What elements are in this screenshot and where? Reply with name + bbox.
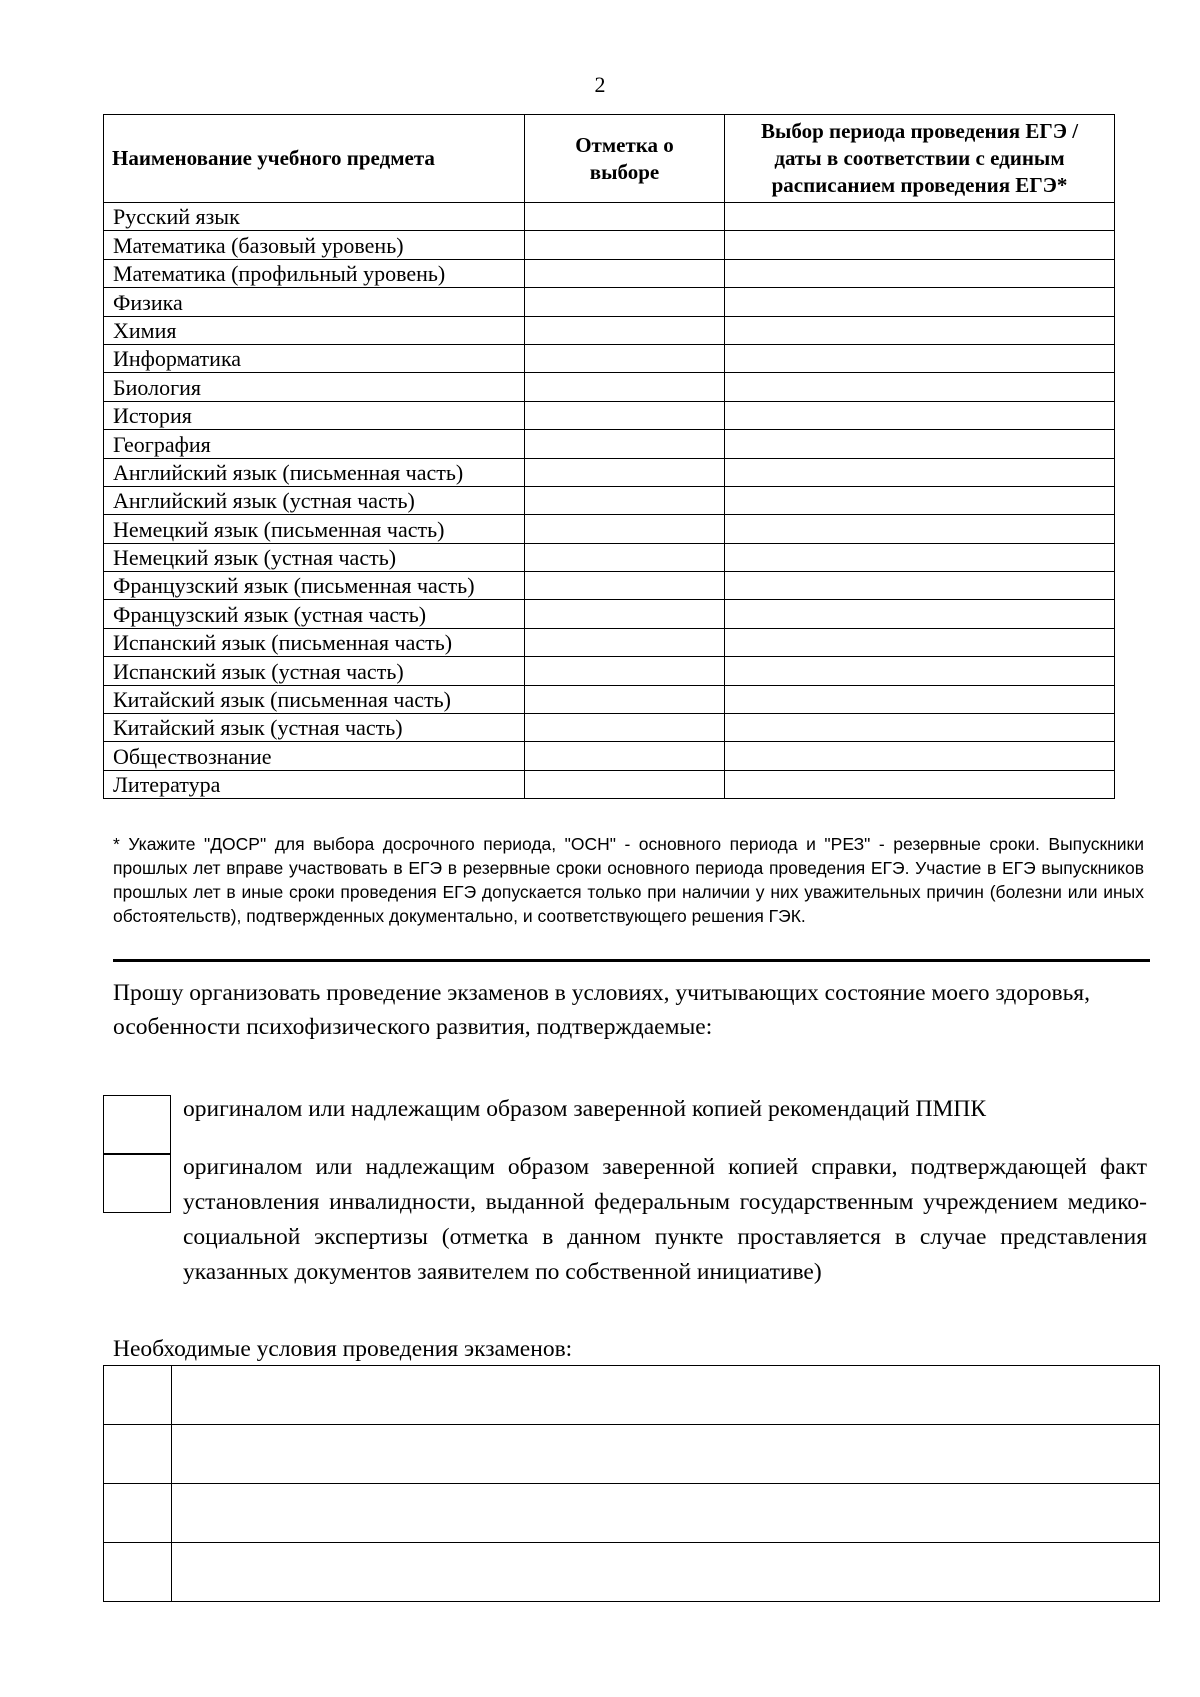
subject-selection-cell[interactable] — [525, 628, 725, 656]
subject-name: История — [104, 401, 525, 429]
subject-row — [104, 742, 1115, 770]
subject-selection-cell[interactable] — [525, 316, 725, 344]
condition-row — [104, 1484, 1160, 1543]
subject-selection-cell[interactable] — [525, 430, 725, 458]
subject-name: Французский язык (устная часть) — [104, 600, 525, 628]
subject-period-cell[interactable] — [725, 515, 1115, 543]
subject-period-cell[interactable] — [725, 572, 1115, 600]
subject-selection-cell[interactable] — [525, 486, 725, 514]
subject-name: Обществознание — [104, 742, 525, 770]
subject-row — [104, 628, 1115, 656]
subject-selection-cell[interactable] — [525, 685, 725, 713]
subject-name: Литература — [104, 770, 525, 798]
condition-row — [104, 1366, 1160, 1425]
subject-period-cell[interactable] — [725, 628, 1115, 656]
subject-selection-cell[interactable] — [525, 714, 725, 742]
subject-selection-cell[interactable] — [525, 572, 725, 600]
subject-selection-cell[interactable] — [525, 259, 725, 287]
condition-text-cell[interactable] — [172, 1425, 1160, 1484]
conditions-table — [103, 1365, 1160, 1602]
subject-name: Немецкий язык (устная часть) — [104, 543, 525, 571]
subject-row — [104, 572, 1115, 600]
subject-row — [104, 288, 1115, 316]
subject-period-cell[interactable] — [725, 657, 1115, 685]
subject-period-cell[interactable] — [725, 344, 1115, 372]
subject-period-cell[interactable] — [725, 742, 1115, 770]
page-number: 2 — [594, 72, 606, 97]
subject-name: Немецкий язык (письменная часть) — [104, 515, 525, 543]
condition-row — [104, 1425, 1160, 1484]
subject-name: Французский язык (письменная часть) — [104, 572, 525, 600]
subject-selection-cell[interactable] — [525, 288, 725, 316]
subjects-header-row — [104, 115, 1115, 203]
subject-selection-cell[interactable] — [525, 203, 725, 231]
condition-text-cell[interactable] — [172, 1366, 1160, 1425]
subject-row — [104, 657, 1115, 685]
subject-period-cell[interactable] — [725, 231, 1115, 259]
conditions-label: Необходимые условия проведения экзаменов: — [113, 1336, 573, 1362]
subject-selection-cell[interactable] — [525, 543, 725, 571]
condition-text-cell[interactable] — [172, 1484, 1160, 1543]
header-period-choice: Выбор периода проведения ЕГЭ / даты в соответствии с единым расписанием проведения ЕГЭ* — [725, 115, 1115, 203]
subject-period-cell[interactable] — [725, 316, 1115, 344]
subject-selection-cell[interactable] — [525, 515, 725, 543]
subjects-body — [104, 203, 1115, 799]
subject-period-cell[interactable] — [725, 430, 1115, 458]
disability-checkbox[interactable] — [103, 1153, 171, 1213]
request-text: Прошу организовать проведение экзаменов в условиях, учитывающих состояние моего здоровья, особенности психофизического развития, подтверждаемые: — [113, 980, 1090, 1040]
subject-name: Китайский язык (письменная часть) — [104, 685, 525, 713]
subject-name: География — [104, 430, 525, 458]
subject-period-cell[interactable] — [725, 203, 1115, 231]
subject-name: Математика (базовый уровень) — [104, 231, 525, 259]
subject-period-cell[interactable] — [725, 685, 1115, 713]
subject-period-cell[interactable] — [725, 373, 1115, 401]
subject-row — [104, 685, 1115, 713]
subject-row — [104, 203, 1115, 231]
condition-row — [104, 1543, 1160, 1602]
subject-name: Английский язык (письменная часть) — [104, 458, 525, 486]
subject-row — [104, 344, 1115, 372]
header-subject-name: Наименование учебного предмета — [104, 115, 525, 203]
subject-selection-cell[interactable] — [525, 742, 725, 770]
subject-period-cell[interactable] — [725, 600, 1115, 628]
subject-selection-cell[interactable] — [525, 373, 725, 401]
subject-period-cell[interactable] — [725, 770, 1115, 798]
condition-mark-cell[interactable] — [104, 1425, 172, 1484]
pmpk-checkbox[interactable] — [103, 1095, 171, 1155]
option-disability-text: оригиналом или надлежащим образом заверенной копией справки, подтверждающей факт установления инвалидности, выданной федеральным государственным учреждением медико-социальной экспертизы (отметка в данном пункте проставляется в случае представления указанных документов заявителем по собственной инициативе) — [183, 1154, 1147, 1285]
subject-row — [104, 515, 1115, 543]
subject-selection-cell[interactable] — [525, 600, 725, 628]
header-selection-mark: Отметка о выборе — [525, 115, 725, 203]
subject-row — [104, 373, 1115, 401]
condition-text-cell[interactable] — [172, 1543, 1160, 1602]
subject-name: Испанский язык (устная часть) — [104, 657, 525, 685]
subject-row — [104, 316, 1115, 344]
subject-period-cell[interactable] — [725, 458, 1115, 486]
subject-period-cell[interactable] — [725, 259, 1115, 287]
subject-period-cell[interactable] — [725, 486, 1115, 514]
subject-name: Биология — [104, 373, 525, 401]
subject-name: Русский язык — [104, 203, 525, 231]
subject-selection-cell[interactable] — [525, 231, 725, 259]
subject-row — [104, 401, 1115, 429]
subject-name: Английский язык (устная часть) — [104, 486, 525, 514]
subject-name: Информатика — [104, 344, 525, 372]
subject-row — [104, 600, 1115, 628]
subject-row — [104, 259, 1115, 287]
subject-row — [104, 486, 1115, 514]
subject-selection-cell[interactable] — [525, 401, 725, 429]
subject-row — [104, 430, 1115, 458]
subject-selection-cell[interactable] — [525, 458, 725, 486]
condition-mark-cell[interactable] — [104, 1366, 172, 1425]
subject-row — [104, 770, 1115, 798]
footnote-divider — [113, 959, 1150, 962]
subject-row — [104, 543, 1115, 571]
subject-row — [104, 458, 1115, 486]
subject-selection-cell[interactable] — [525, 770, 725, 798]
subject-period-cell[interactable] — [725, 288, 1115, 316]
subject-period-cell[interactable] — [725, 543, 1115, 571]
footnote: * Укажите "ДОСР" для выбора досрочного периода, "ОСН" - основного периода и "РЕЗ" - резервные сроки. Выпускники прошлых лет вправе участвовать в ЕГЭ в резервные сроки основного периода проведения ЕГЭ. Участие в ЕГЭ выпускников прошлых лет в иные сроки проведения ЕГЭ допускается только при наличии у них уважительных причин (болезни или иных обстоятельств), подтвержденных документально, и соответствующего решения ГЭК. — [113, 834, 1144, 926]
condition-mark-cell[interactable] — [104, 1543, 172, 1602]
subject-row — [104, 714, 1115, 742]
option-pmpk-text: оригиналом или надлежащим образом заверенной копией рекомендаций ПМПК — [183, 1096, 987, 1122]
subject-name: Испанский язык (письменная часть) — [104, 628, 525, 656]
subject-selection-cell[interactable] — [525, 657, 725, 685]
subject-name: Китайский язык (устная часть) — [104, 714, 525, 742]
subject-row — [104, 231, 1115, 259]
condition-mark-cell[interactable] — [104, 1484, 172, 1543]
subject-name: Математика (профильный уровень) — [104, 259, 525, 287]
subjects-table — [103, 114, 1115, 799]
subject-period-cell[interactable] — [725, 401, 1115, 429]
subject-period-cell[interactable] — [725, 714, 1115, 742]
subject-name: Физика — [104, 288, 525, 316]
subject-name: Химия — [104, 316, 525, 344]
subject-selection-cell[interactable] — [525, 344, 725, 372]
